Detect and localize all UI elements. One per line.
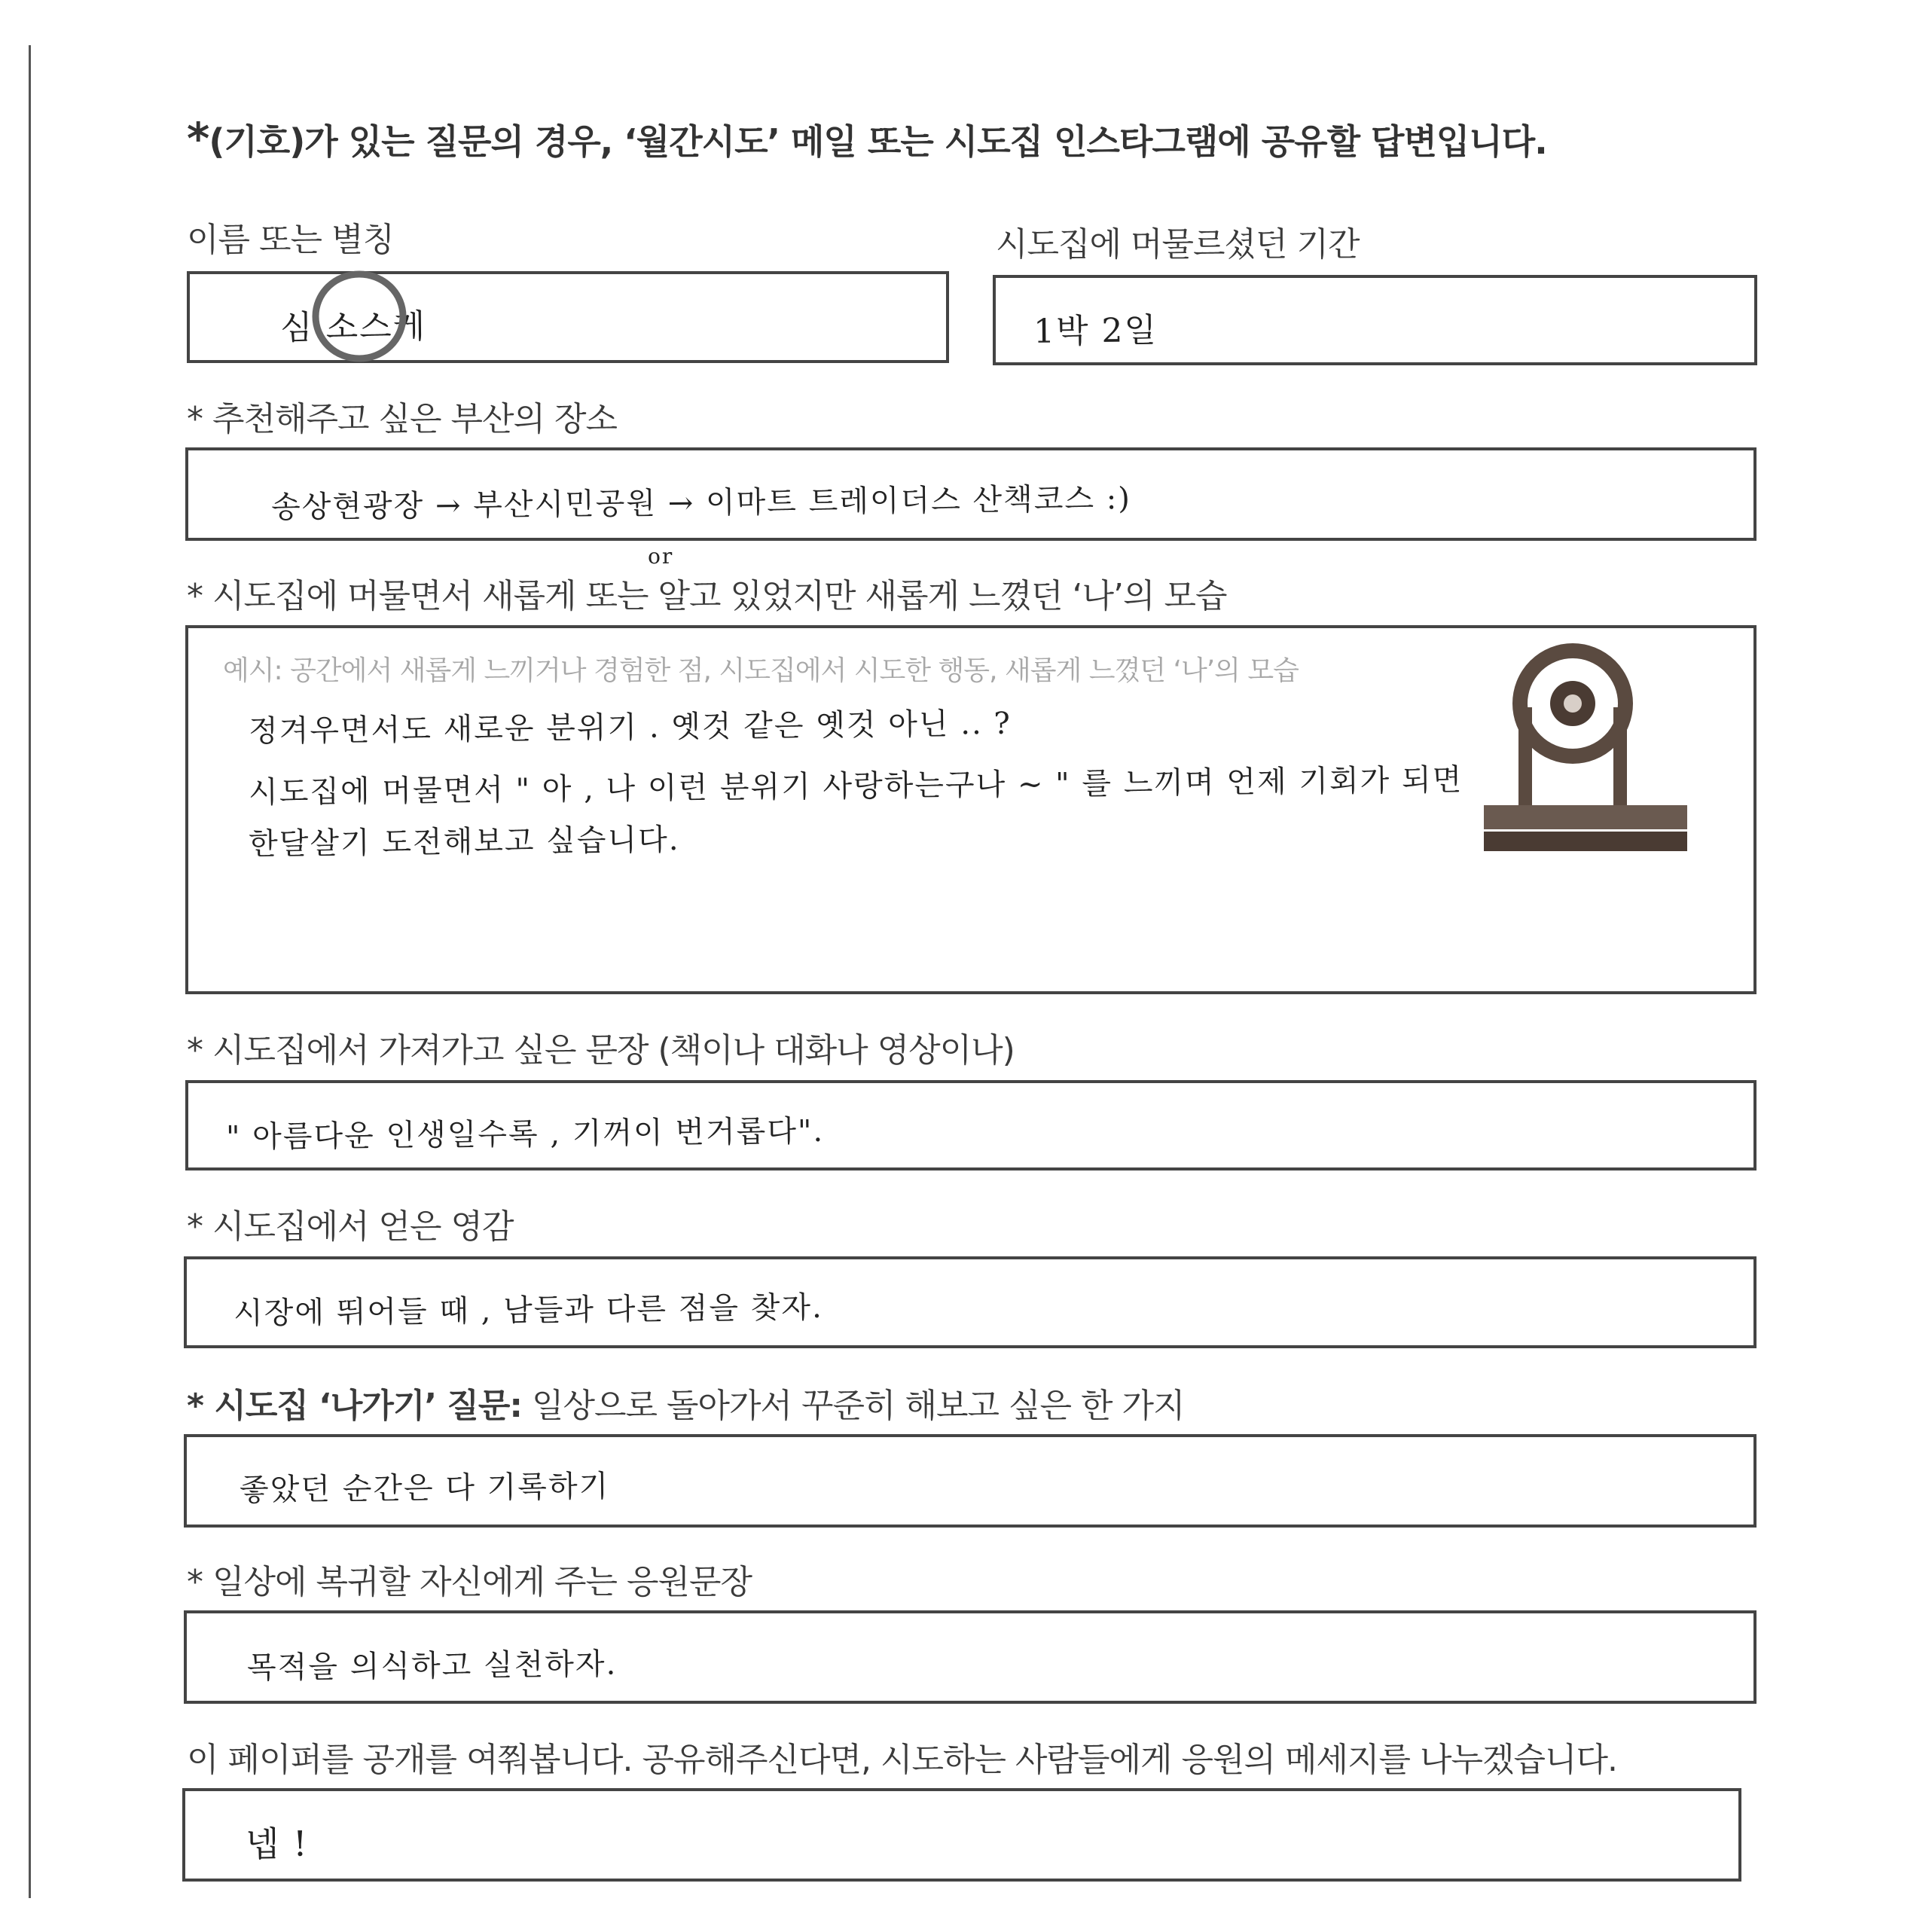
habit-answer: 좋았던 순간은 다 기록하기 xyxy=(239,1469,610,1508)
cheer-label: * 일상에 복귀할 자신에게 주는 응원문장 xyxy=(187,1563,752,1601)
sentence-answer: " 아름다운 인생일수록 , 기꺼이 번거롭다". xyxy=(225,1113,825,1155)
inspiration-field[interactable] xyxy=(184,1256,1757,1348)
self-example: 예시: 공간에서 새롭게 느끼거나 경험한 점, 시도집에서 시도한 행동, 새롭게 느꼈던 ‘나’의 모습 xyxy=(223,655,1299,686)
cheer-field[interactable] xyxy=(184,1610,1757,1704)
publish-label: 이 페이퍼를 공개를 여쭤봅니다. 공유해주신다면, 시도하는 사람들에게 응원의 메세지를 나누겠습니다. xyxy=(187,1741,1617,1779)
period-label: 시도집에 머물르셨던 기간 xyxy=(996,225,1360,264)
binder-clip-icon xyxy=(1484,643,1695,862)
inspiration-answer: 시장에 뛰어들 때 , 남들과 다른 점을 찾자. xyxy=(233,1290,823,1332)
name-answer: 심 소스케 xyxy=(279,307,427,348)
self-label: * 시도집에 머물면서 새롭게 또는 알고 있었지만 새롭게 느꼈던 ‘나’의 모습 xyxy=(187,577,1227,615)
habit-label xyxy=(187,1378,1185,1427)
form-header xyxy=(187,113,1547,164)
place-label: * 추천해주고 싶은 부산의 장소 xyxy=(187,400,617,438)
sentence-field[interactable] xyxy=(185,1080,1757,1170)
habit-label-prefix: * 시도집 ‘나가기’ 질문: xyxy=(187,1387,523,1425)
place-answer: 송상현광장 → 부산시민공원 → 이마트 트레이더스 산책코스 :) xyxy=(270,481,1132,525)
self-line-1: 정겨우면서도 새로운 분위기 . 옛것 같은 옛것 아닌 .. ? xyxy=(248,706,1012,749)
self-line-2: 시도집에 머물면서 " 아 , 나 이런 분위기 사랑하는구나 ~ " 를 느끼며 언제 기회가 되면 xyxy=(248,762,1463,810)
header-star: * xyxy=(187,113,209,164)
inspiration-label: * 시도집에서 얻은 영감 xyxy=(187,1207,514,1246)
name-field[interactable] xyxy=(187,271,949,363)
self-line-3: 한달살기 도전해보고 싶습니다. xyxy=(248,823,680,862)
self-note: or xyxy=(647,543,674,569)
scan-edge-line xyxy=(29,45,31,1898)
period-field[interactable] xyxy=(993,275,1757,365)
period-answer: 1박 2일 xyxy=(1033,311,1158,351)
habit-label-rest: 일상으로 돌아가서 꾸준히 해보고 싶은 한 가지 xyxy=(522,1387,1185,1425)
self-field[interactable] xyxy=(185,625,1757,994)
habit-field[interactable] xyxy=(184,1434,1757,1528)
cheer-answer: 목적을 의식하고 실천하자. xyxy=(246,1647,618,1686)
publish-field[interactable] xyxy=(182,1788,1741,1882)
sentence-label: * 시도집에서 가져가고 싶은 문장 (책이나 대화나 영상이나) xyxy=(187,1031,1015,1070)
header-text: (기호)가 있는 질문의 경우, ‘월간시도’ 메일 또는 시도집 인스타그램에 공유할 답변입니다. xyxy=(209,121,1547,162)
publish-answer: 넵 ! xyxy=(245,1823,309,1865)
name-label: 이름 또는 별칭 xyxy=(187,221,394,259)
place-field[interactable] xyxy=(185,447,1757,541)
